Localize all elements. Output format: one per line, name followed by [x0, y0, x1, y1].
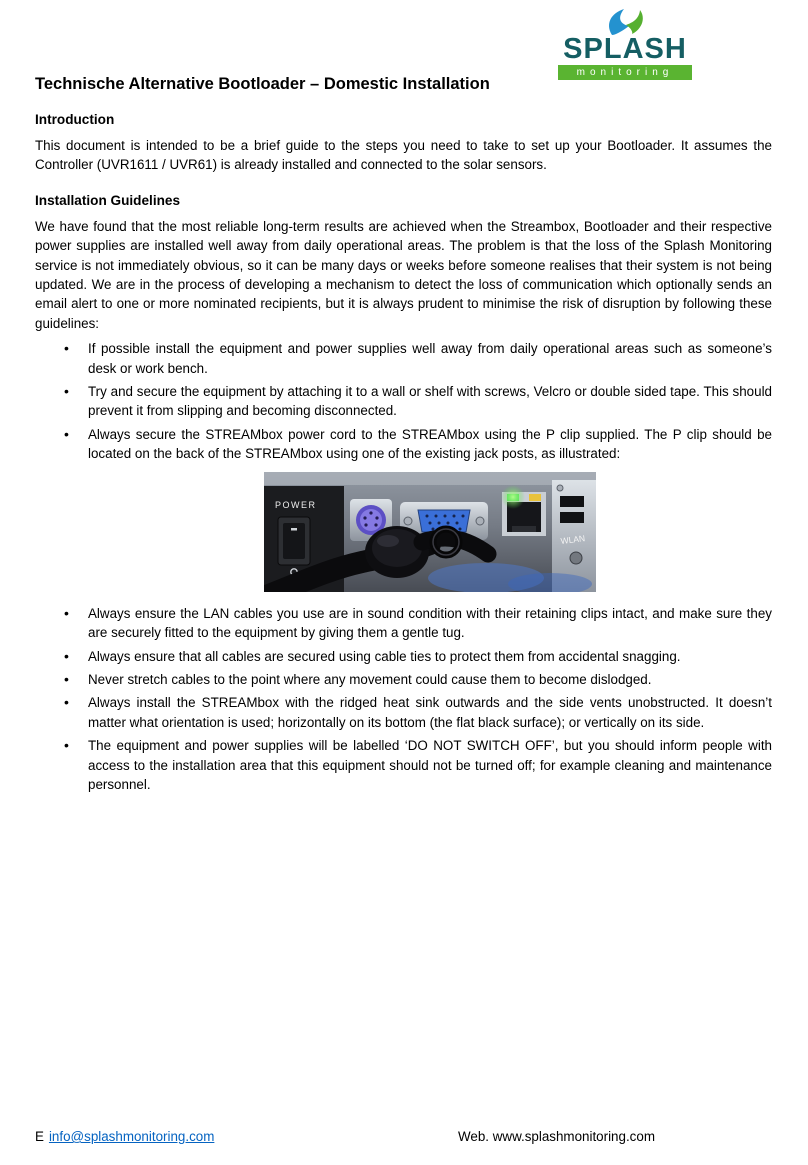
splash-droplets-icon [602, 8, 648, 36]
list-item: • Always ensure that all cables are secured using cable ties to protect them from accidental snagging. [35, 647, 772, 666]
logo-brand-text: SPLASH [563, 33, 687, 65]
streambox-rear-photo-graphic [264, 472, 596, 592]
streambox-rear-photo [264, 472, 596, 592]
photo-power-label: POWER [275, 499, 317, 510]
list-item: • Try and secure the equipment by attaching it to a wall or shelf with screws, Velcro or double sided tape. This should prevent it from slipping and becoming disconnected. [35, 382, 772, 421]
footer-email [35, 1129, 214, 1144]
page-footer [35, 1128, 772, 1145]
intro-paragraph: This document is intended to be a brief guide to the steps you need to take to set up your Bootloader. It assumes the Controller (UVR1611 / UVR61) is already installed and connected to the solar sensors. [35, 138, 772, 173]
list-item: • If possible install the equipment and power supplies well away from daily operational areas such as someone’s desk or work bench. [35, 339, 772, 378]
list-item: • Always secure the STREAMbox power cord to the STREAMbox using the P clip supplied. The P clip should be located on the back of the STREAMbox using one of the existing jack posts, as illustrated: [35, 425, 772, 464]
guidelines-paragraph: We have found that the most reliable long-term results are achieved when the Streambox, Bootloader and their respective power supplies are installed well away from daily operational areas. The problem is that the loss of the Splash Monitoring service is not immediately obvious, so it can be many days or weeks before someone realises that their system is not being updated. We are in the process of developing a mechanism to detect the loss of communication which optionally sends an email alert to one or more nominated recipients, but it is always prudent to minimise the risk of disruption by following these guidelines: [35, 218, 772, 331]
masthead [35, 33, 772, 94]
footer-web: Web. www.splashmonitoring.com [458, 1129, 655, 1144]
list-item: • Always install the STREAMbox with the ridged heat sink outwards and the side vents unobstructed. It doesn’t matter what orientation is used; horizontally on its bottom (the flat black surface); or vertically on its side. [35, 693, 772, 732]
page-title: Technische Alternative Bootloader – Domestic Installation [35, 75, 490, 93]
section-heading-installation-guidelines: Installation Guidelines [35, 192, 181, 208]
footer-email-label: E [35, 1129, 44, 1144]
guidelines-list-bottom [35, 604, 772, 795]
list-item: • Always ensure the LAN cables you use are in sound condition with their retaining clips intact, and make sure they are securely fitted to the equipment by giving them a gentle tug. [35, 604, 772, 643]
list-item: • The equipment and power supplies will be labelled ‘DO NOT SWITCH OFF’, but you should inform people with access to the installation area that this equipment should not be turned off; for example cleaning and maintenance personnel. [35, 736, 772, 794]
email-link[interactable]: info@splashmonitoring.com [48, 1129, 215, 1144]
photo-wlan-label: WLAN [560, 532, 586, 546]
section-heading-introduction: Introduction [35, 112, 115, 127]
logo-tagline-text: monitoring [558, 65, 692, 80]
guidelines-list-top [35, 339, 772, 463]
list-item: • Never stretch cables to the point where any movement could cause them to become dislodged. [35, 670, 772, 689]
splash-monitoring-logo [558, 8, 692, 80]
